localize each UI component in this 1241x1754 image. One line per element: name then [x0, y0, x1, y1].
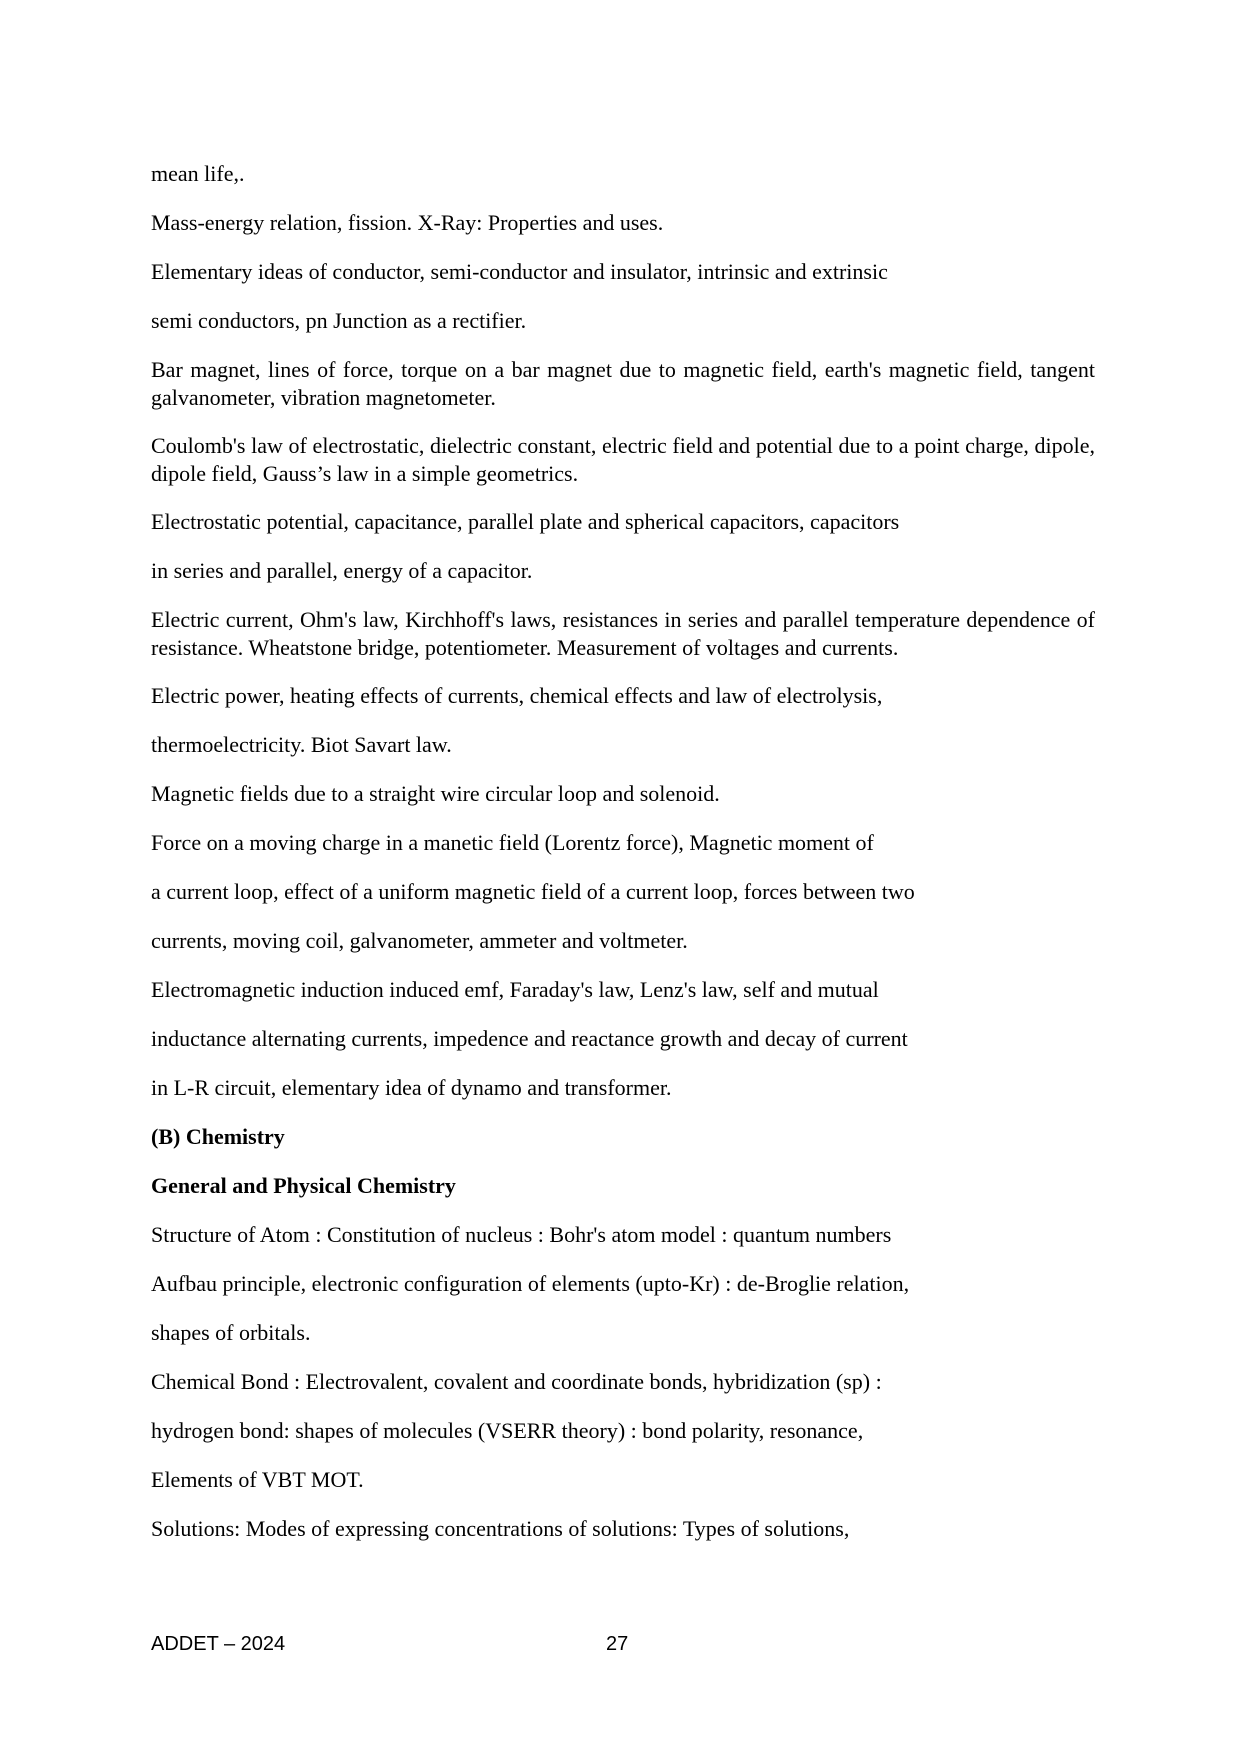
- text-line: Electrostatic potential, capacitance, parallel plate and spherical capacitors, capacitors: [151, 509, 900, 534]
- text-line: Electromagnetic induction induced emf, Faraday's law, Lenz's law, self and mutual: [151, 977, 879, 1002]
- section-heading: (B) Chemistry: [151, 1124, 285, 1149]
- text-line: currents, moving coil, galvanometer, ammeter and voltmeter.: [151, 928, 688, 953]
- text-line: hydrogen bond: shapes of molecules (VSERR theory) : bond polarity, resonance,: [151, 1418, 864, 1443]
- text-line: in L-R circuit, elementary idea of dynamo and transformer.: [151, 1075, 672, 1100]
- text-paragraph: Coulomb's law of electrostatic, dielectric constant, electric field and potential due to a point charge, dipole, dipole field, Gauss’s law in a simple geometrics.: [151, 433, 1095, 486]
- text-line: Elementary ideas of conductor, semi-conductor and insulator, intrinsic and extrinsic: [151, 259, 888, 284]
- text-line: Magnetic fields due to a straight wire circular loop and solenoid.: [151, 781, 720, 806]
- text-line: Electric power, heating effects of currents, chemical effects and law of electrolysis,: [151, 683, 883, 708]
- text-line: Structure of Atom : Constitution of nucleus : Bohr's atom model : quantum numbers: [151, 1222, 892, 1247]
- footer-label: ADDET – 2024: [151, 1633, 286, 1655]
- text-line: Elements of VBT MOT.: [151, 1467, 364, 1492]
- text-paragraph: Bar magnet, lines of force, torque on a bar magnet due to magnetic field, earth's magnetic field, tangent galvanometer, vibration magnetometer.: [151, 357, 1095, 410]
- text-line: Aufbau principle, electronic configuration of elements (upto-Kr) : de-Broglie relation,: [151, 1271, 910, 1296]
- text-line: mean life,.: [151, 161, 245, 186]
- text-line: Force on a moving charge in a manetic field (Lorentz force), Magnetic moment of: [151, 830, 874, 855]
- text-line: Mass-energy relation, fission. X-Ray: Properties and uses.: [151, 210, 664, 235]
- text-line: shapes of orbitals.: [151, 1320, 311, 1345]
- text-line: Chemical Bond : Electrovalent, covalent and coordinate bonds, hybridization (sp) :: [151, 1369, 882, 1394]
- text-line: thermoelectricity. Biot Savart law.: [151, 732, 452, 757]
- text-line: Solutions: Modes of expressing concentrations of solutions: Types of solutions,: [151, 1516, 850, 1541]
- document-body: [151, 160, 1095, 1564]
- page-number: 27: [606, 1633, 629, 1655]
- text-paragraph: Electric current, Ohm's law, Kirchhoff's laws, resistances in series and parallel temperature dependence of resistance. Wheatstone bridge, potentiometer. Measurement of voltages and currents.: [151, 607, 1095, 660]
- text-line: inductance alternating currents, impedence and reactance growth and decay of current: [151, 1026, 908, 1051]
- text-line: semi conductors, pn Junction as a rectifier.: [151, 308, 527, 333]
- section-heading: General and Physical Chemistry: [151, 1173, 456, 1198]
- text-line: a current loop, effect of a uniform magnetic field of a current loop, forces between two: [151, 879, 915, 904]
- text-line: in series and parallel, energy of a capacitor.: [151, 558, 533, 583]
